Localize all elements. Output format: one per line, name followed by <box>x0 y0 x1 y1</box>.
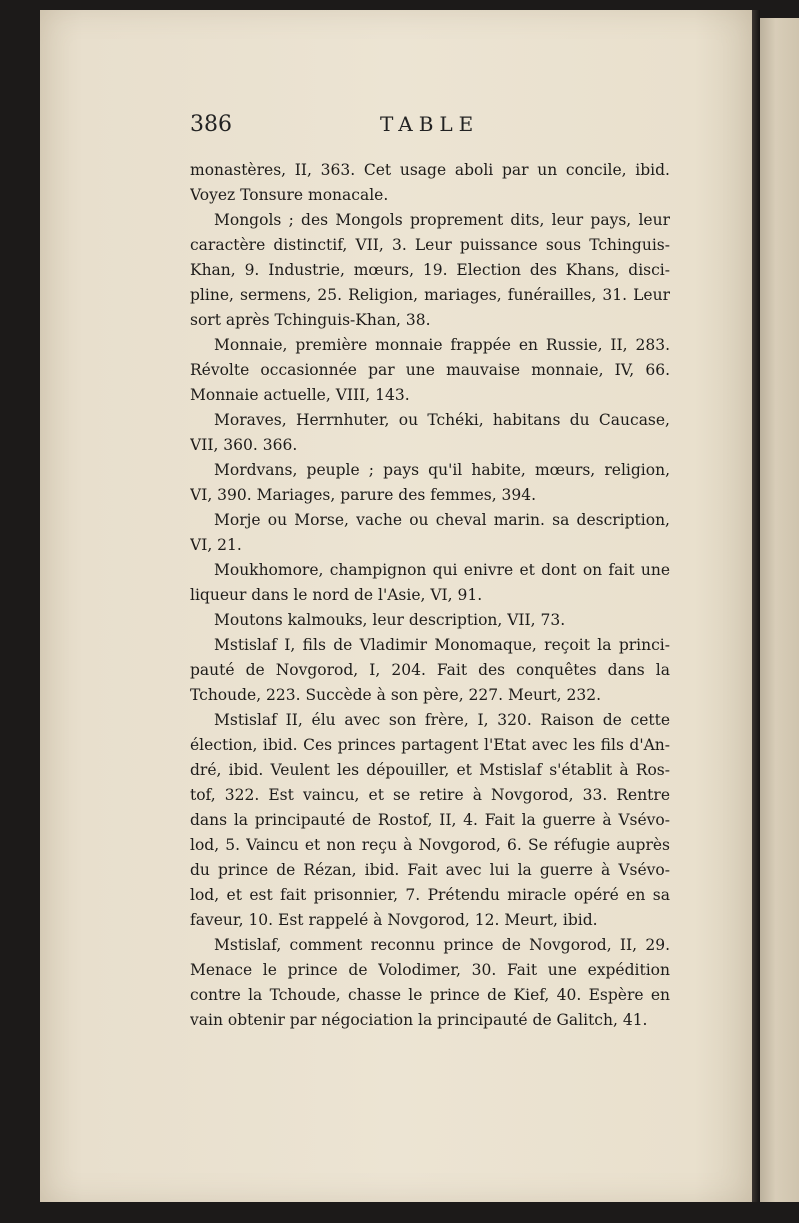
text-line: Moraves, Herrnhuter, ou Tchéki, habitans du Caucase, <box>214 411 670 429</box>
text-line: VI, 390. Mariages, parure des femmes, 394. <box>190 486 537 504</box>
text-line: Mstislaf I, fils de Vladimir Monomaque, reçoit la princi- <box>214 636 670 654</box>
text-line: VI, 21. <box>190 536 242 554</box>
running-title: TABLE <box>380 112 480 136</box>
text-line: Monnaie, première monnaie frappée en Russie, II, 283. <box>214 336 670 354</box>
text-line: Moukhomore, champignon qui enivre et dont on fait une <box>214 561 670 579</box>
text-line: du prince de Rézan, ibid. Fait avec lui la guerre à Vsévo- <box>190 861 670 879</box>
text-line: faveur, 10. Est rappelé à Novgorod, 12. Meurt, ibid. <box>190 911 598 929</box>
page-header <box>190 112 670 144</box>
text-line: Mordvans, peuple ; pays qu'il habite, mœurs, religion, <box>214 461 670 479</box>
book-gutter <box>752 10 760 1202</box>
index-entries <box>190 158 670 1033</box>
text-line: dans la principauté de Rostof, II, 4. Fait la guerre à Vsévo- <box>190 811 670 829</box>
text-line: vain obtenir par négociation la principauté de Galitch, 41. <box>190 1011 648 1029</box>
text-line: monastères, II, 363. Cet usage aboli par un concile, ibid. <box>190 161 670 179</box>
text-line: Menace le prince de Volodimer, 30. Fait une expédition <box>190 961 670 979</box>
text-line: Mstislaf, comment reconnu prince de Novgorod, II, 29. <box>214 936 670 954</box>
page-number: 386 <box>190 112 232 137</box>
text-line: élection, ibid. Ces princes partagent l'Etat avec les fils d'An- <box>190 736 670 754</box>
text-line: tof, 322. Est vaincu, et se retire à Novgorod, 33. Rentre <box>190 786 670 804</box>
text-line: Mongols ; des Mongols proprement dits, leur pays, leur <box>214 211 670 229</box>
text-line: VII, 360. 366. <box>190 436 298 454</box>
facing-page-edge <box>760 18 799 1202</box>
text-line: Monnaie actuelle, VIII, 143. <box>190 386 410 404</box>
text-line: Tchoude, 223. Succède à son père, 227. Meurt, 232. <box>190 686 602 704</box>
text-line: liqueur dans le nord de l'Asie, VI, 91. <box>190 586 483 604</box>
text-line: contre la Tchoude, chasse le prince de Kief, 40. Espère en <box>190 986 670 1004</box>
text-line: Révolte occasionnée par une mauvaise monnaie, IV, 66. <box>190 361 670 379</box>
text-line: pauté de Novgorod, I, 204. Fait des conquêtes dans la <box>190 661 670 679</box>
text-line: caractère distinctif, VII, 3. Leur puissance sous Tchinguis- <box>190 236 670 254</box>
text-line: Morje ou Morse, vache ou cheval marin. sa description, <box>214 511 670 529</box>
text-line: Voyez Tonsure monacale. <box>190 186 389 204</box>
text-line: Moutons kalmouks, leur description, VII, 73. <box>214 611 566 629</box>
text-line: dré, ibid. Veulent les dépouiller, et Mstislaf s'établit à Ros- <box>190 761 670 779</box>
text-line: pline, sermens, 25. Religion, mariages, funérailles, 31. Leur <box>190 286 670 304</box>
text-line: lod, 5. Vaincu et non reçu à Novgorod, 6. Se réfugie auprès <box>190 836 670 854</box>
text-line: sort après Tchinguis-Khan, 38. <box>190 311 431 329</box>
text-line: Khan, 9. Industrie, mœurs, 19. Election des Khans, disci- <box>190 261 670 279</box>
text-line: lod, et est fait prisonnier, 7. Prétendu miracle opéré en sa <box>190 886 670 904</box>
text-line: Mstislaf II, élu avec son frère, I, 320. Raison de cette <box>214 711 670 729</box>
